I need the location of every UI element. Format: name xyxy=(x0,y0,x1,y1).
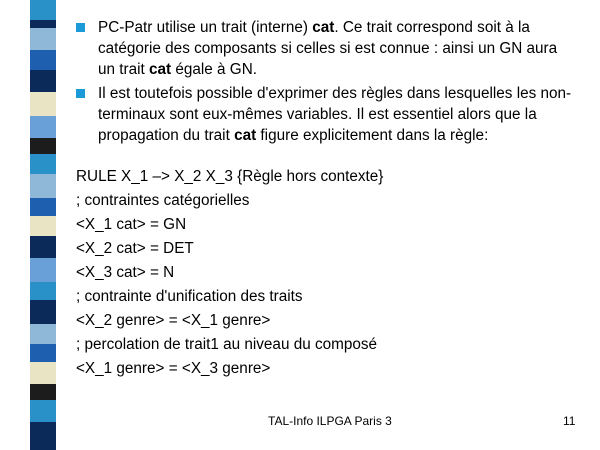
page-number: 11 xyxy=(563,414,576,428)
bullet-text: PC-Patr utilise un trait (interne) cat. Ce trait correspond soit à la catégorie des composants si celles si est connue : ainsi un GN aura un trait cat égale à GN. xyxy=(98,19,558,78)
bullet-text: Il est toutefois possible d'exprimer des règles dans lesquelles les non-terminaux sont eux-mêmes variables. Il est essentiel alors que la propagation du trait cat figure explicitement dans la règle: xyxy=(98,85,572,144)
constraint-line: <X_2 cat> = DET xyxy=(76,240,194,257)
comment-line: ; percolation de trait1 au niveau du composé xyxy=(76,336,378,353)
rule-header-line: RULE X_1 –> X_2 X_3 {Règle hors contexte} xyxy=(76,168,384,185)
constraint-line: <X_1 cat> = GN xyxy=(76,216,187,233)
bullet-square-icon xyxy=(76,23,85,32)
constraint-line: <X_3 cat> = N xyxy=(76,264,175,281)
constraint-line: <X_2 genre> = <X_1 genre> xyxy=(76,312,271,329)
decorative-stripe xyxy=(30,0,56,450)
bullet-square-icon xyxy=(76,89,85,98)
constraint-line: <X_1 genre> = <X_3 genre> xyxy=(76,360,271,377)
comment-line: ; contraintes catégorielles xyxy=(76,192,250,209)
footer-text: TAL-Info ILPGA Paris 3 xyxy=(268,414,392,428)
bullet-item-2 xyxy=(76,83,576,146)
comment-line: ; contrainte d'unification des traits xyxy=(76,288,303,305)
bullet-item-1 xyxy=(76,17,576,80)
